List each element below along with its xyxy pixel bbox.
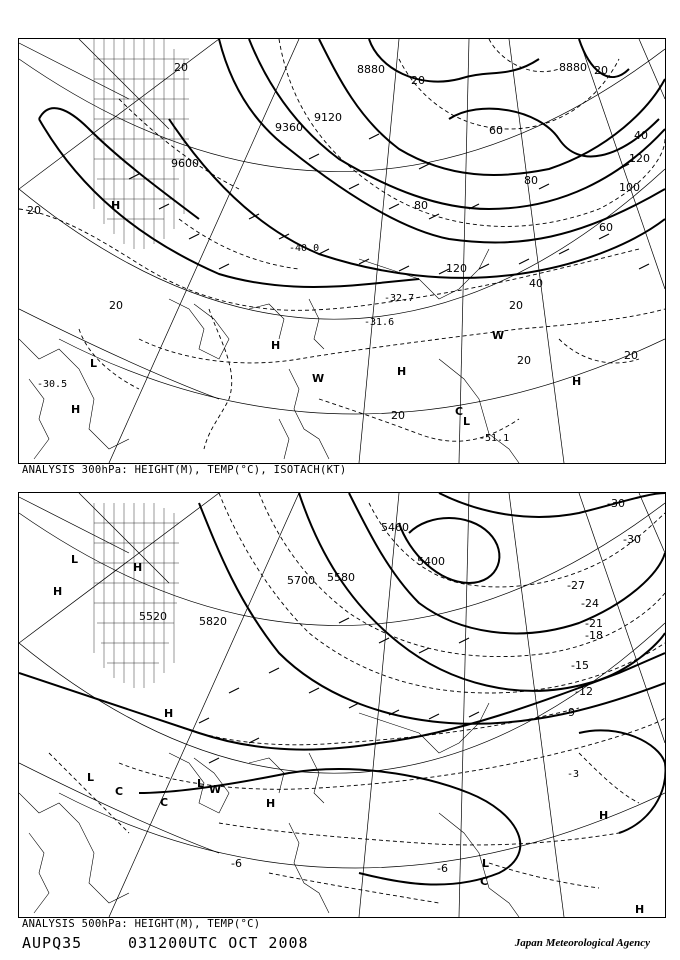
temp-labels [231, 497, 641, 875]
graticule-parallels [19, 503, 665, 868]
temp-label: -21 [585, 617, 603, 630]
isotach-label: 20 [174, 61, 188, 74]
map-panel-500hpa [18, 492, 666, 918]
isotach-label: 40 [634, 129, 648, 142]
high-center: H [271, 339, 281, 352]
temp-label: -30 [607, 497, 625, 510]
height-label: 8880 [559, 61, 587, 74]
height-contours [39, 39, 665, 287]
low-center: L [71, 553, 79, 566]
pressure-centers [53, 553, 644, 916]
height-label: 5700 [287, 574, 315, 587]
high-center: H [164, 707, 174, 720]
isotach-label: 20 [391, 409, 405, 422]
high-center: H [599, 809, 609, 822]
height-label: 5400 [417, 555, 445, 568]
isotach-label: 80 [414, 199, 428, 212]
temp-label: -32.7 [384, 293, 415, 304]
isotach-label: 120 [629, 152, 650, 165]
temp-label: -6 [437, 862, 448, 875]
warm-center: W [492, 329, 505, 342]
high-center: H [53, 585, 63, 598]
high-center: H [572, 375, 582, 388]
temp-label: -12 [575, 685, 593, 698]
temp-label: -24 [581, 597, 599, 610]
low-center: L [197, 777, 205, 790]
isotach-label: 20 [509, 299, 523, 312]
isotach-label: 20 [624, 349, 638, 362]
isotach-label: 20 [27, 204, 41, 217]
caption-300hpa: ANALYSIS 300hPa: HEIGHT(M), TEMP(°C), ISOTACH(KT) [22, 464, 347, 476]
isotach-label: 20 [517, 354, 531, 367]
temp-label: -6 [231, 857, 242, 870]
high-center: H [397, 365, 407, 378]
wind-barbs [129, 134, 649, 274]
temp-label: -27 [567, 579, 585, 592]
high-center: H [266, 797, 276, 810]
isotach-label: 40 [529, 277, 543, 290]
cold-center: C [160, 796, 169, 809]
cold-center: C [480, 875, 489, 888]
hatched-region [94, 503, 179, 688]
isotach-label: 100 [619, 181, 640, 194]
temp-label: -18 [585, 629, 603, 642]
pressure-centers [71, 199, 581, 428]
graticule-meridians [19, 39, 665, 463]
caption-500hpa: ANALYSIS 500hPa: HEIGHT(M), TEMP(°C) [22, 918, 261, 930]
temp-contours [49, 493, 665, 903]
wind-barbs [199, 618, 479, 763]
chart-code: AUPQ35 [22, 934, 83, 952]
isotach-label: 80 [524, 174, 538, 187]
temp-label: -51.1 [479, 433, 510, 444]
agency-name: Japan Meteorological Agency [514, 937, 650, 949]
isotach-temp-contours [19, 39, 665, 449]
temp-label: -15 [571, 659, 589, 672]
map-300hpa-svg [19, 39, 665, 463]
height-label: 5820 [199, 615, 227, 628]
map-500hpa-svg [19, 493, 665, 917]
temp-label: -9 [564, 706, 575, 719]
low-center: L [87, 771, 95, 784]
high-center: H [111, 199, 121, 212]
height-label: 9360 [275, 121, 303, 134]
warm-center: W [312, 372, 325, 385]
height-labels [139, 521, 445, 628]
cold-center: C [115, 785, 124, 798]
isotach-label: 60 [599, 221, 613, 234]
isotach-label: 120 [446, 262, 467, 275]
height-label: 5520 [139, 610, 167, 623]
temp-label: -30.5 [37, 379, 68, 390]
valid-time: 031200UTC OCT 2008 [128, 934, 309, 952]
isotach-label: 20 [109, 299, 123, 312]
low-center: L [90, 357, 98, 370]
isotach-label: 20 [594, 64, 608, 77]
temp-label: -31.6 [364, 317, 395, 328]
high-center: H [635, 903, 645, 916]
warm-center: W [209, 783, 222, 796]
height-label: 9600 [171, 157, 199, 170]
low-center: L [482, 857, 490, 870]
height-label: 5460 [381, 521, 409, 534]
cold-center: C [455, 405, 464, 418]
height-label: 9120 [314, 111, 342, 124]
height-label: 5580 [327, 571, 355, 584]
isotach-label: 20 [411, 74, 425, 87]
high-center: H [133, 561, 143, 574]
temp-label: -3 [567, 769, 580, 780]
temp-label: -30 [623, 533, 641, 546]
high-center: H [71, 403, 81, 416]
temp-label: -40.0 [289, 243, 320, 254]
map-panel-300hpa [18, 38, 666, 464]
height-label: 8880 [357, 63, 385, 76]
low-center: L [463, 415, 471, 428]
height-contours [19, 493, 665, 885]
isotach-label: 60 [489, 124, 503, 137]
